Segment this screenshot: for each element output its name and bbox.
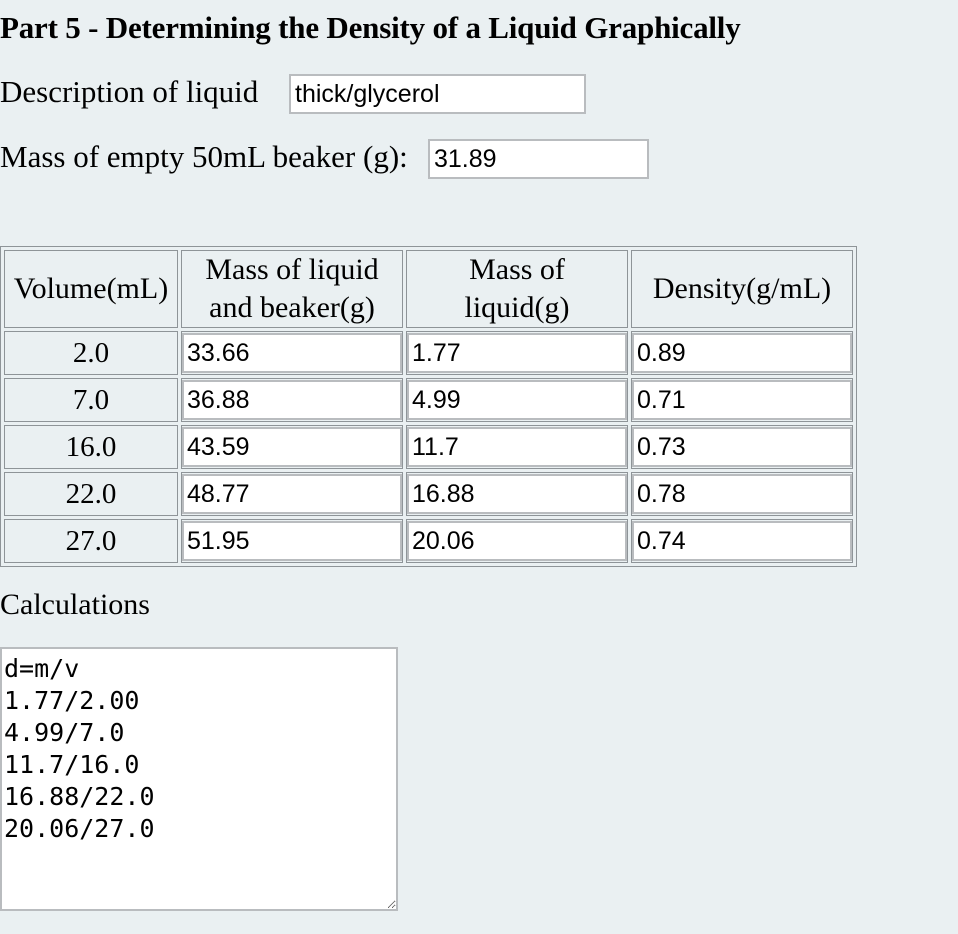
mass-liquid-beaker-input[interactable] [182, 474, 402, 514]
density-table [0, 246, 857, 567]
table-row [4, 378, 853, 422]
density-input[interactable] [632, 427, 852, 467]
table-row [4, 425, 853, 469]
density-input[interactable] [632, 474, 852, 514]
table-row [4, 331, 853, 375]
volume-cell: 2.0 [4, 331, 178, 375]
header-density: Density(g/mL) [631, 250, 853, 328]
header-mass-liquid-beaker: Mass of liquid and beaker(g) [181, 250, 403, 328]
mass-liquid-input[interactable] [407, 333, 627, 373]
density-input[interactable] [632, 333, 852, 373]
description-label: Description of liquid [0, 74, 259, 109]
mass-liquid-beaker-input[interactable] [182, 427, 402, 467]
table-row [4, 519, 853, 563]
page-title: Part 5 - Determining the Density of a Liquid Graphically [0, 10, 741, 45]
volume-cell: 27.0 [4, 519, 178, 563]
calculations-textarea[interactable] [0, 647, 398, 911]
description-input[interactable] [289, 74, 586, 114]
table-row [4, 472, 853, 516]
volume-cell: 7.0 [4, 378, 178, 422]
beaker-mass-input[interactable] [428, 139, 649, 179]
calculations-label: Calculations [0, 588, 150, 621]
volume-cell: 16.0 [4, 425, 178, 469]
header-volume: Volume(mL) [4, 250, 178, 328]
mass-liquid-beaker-input[interactable] [182, 380, 402, 420]
mass-liquid-input[interactable] [407, 380, 627, 420]
table-header-row [4, 250, 853, 328]
mass-liquid-beaker-input[interactable] [182, 333, 402, 373]
beaker-mass-label: Mass of empty 50mL beaker (g): [0, 139, 408, 174]
density-input[interactable] [632, 380, 852, 420]
mass-liquid-input[interactable] [407, 521, 627, 561]
header-mass-liquid: Mass of liquid(g) [406, 250, 628, 328]
mass-liquid-input[interactable] [407, 427, 627, 467]
volume-cell: 22.0 [4, 472, 178, 516]
mass-liquid-beaker-input[interactable] [182, 521, 402, 561]
density-input[interactable] [632, 521, 852, 561]
mass-liquid-input[interactable] [407, 474, 627, 514]
